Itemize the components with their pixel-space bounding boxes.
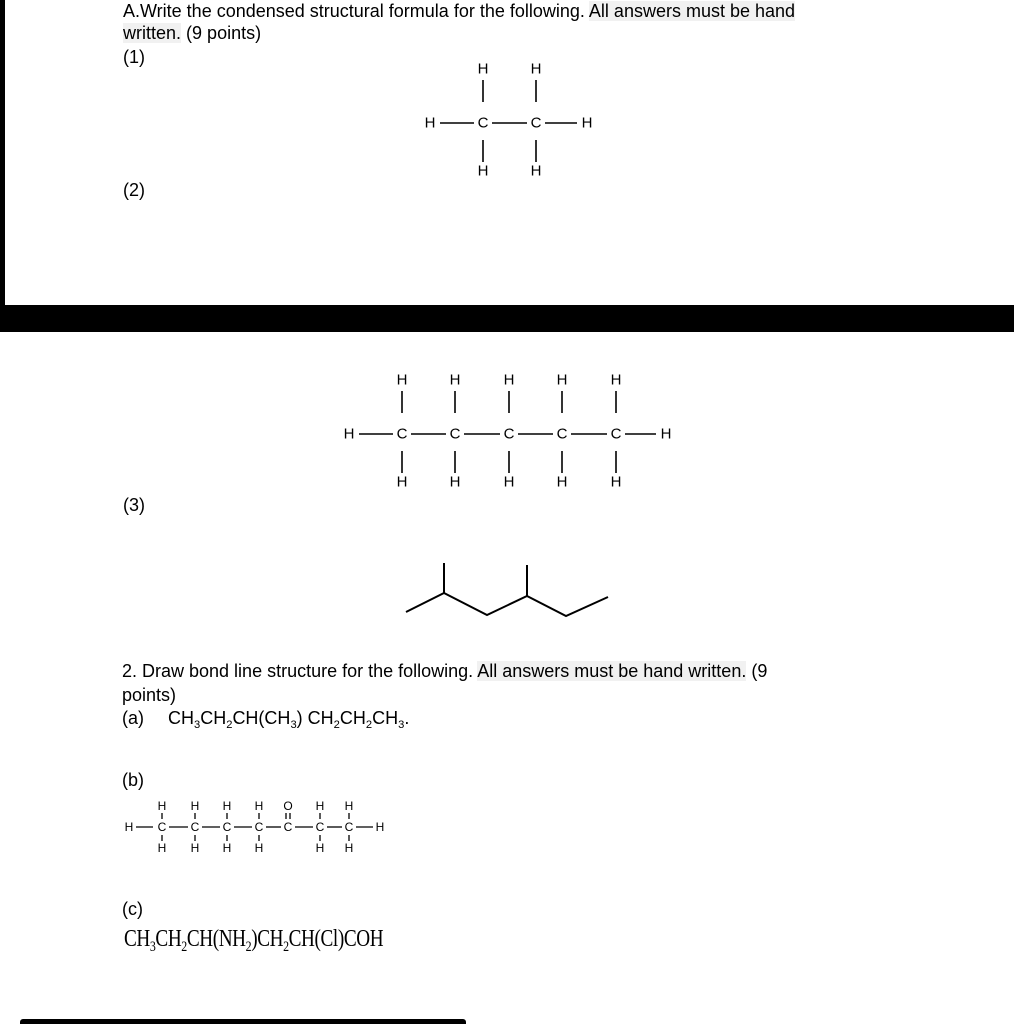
question-label-1: (1) <box>123 47 145 67</box>
b-h-left: H <box>124 820 134 834</box>
b-h-bottom-1: H <box>157 841 167 855</box>
b-oxygen: O <box>283 799 293 813</box>
b-h-top-4: H <box>254 799 264 813</box>
pentane-h-bottom-4: H <box>556 473 568 491</box>
section-2-points-start: (9 <box>751 661 768 681</box>
pentane-h-top-5: H <box>610 371 622 389</box>
pentane-h-left: H <box>343 425 355 443</box>
structure-b <box>125 799 385 855</box>
b-h-right: H <box>375 820 385 834</box>
pentane-carbon-5: C <box>610 425 622 443</box>
section-a-title-highlight-cont: written. <box>123 23 182 43</box>
formula-a-text: $CH_3CH_2CH(CH_3)$ $CH_2CH_2CH_3$. <box>168 708 410 731</box>
ethane-carbon-1: C <box>477 114 489 132</box>
ethane-structure <box>425 61 593 180</box>
b-carbon-3: C <box>222 820 232 834</box>
b-carbon-6: C <box>315 820 325 834</box>
section-2-title-plain: 2. Draw bond line structure for the following. <box>122 661 474 681</box>
b-h-bottom-2: H <box>190 841 200 855</box>
pentane-h-top-1: H <box>396 371 408 389</box>
pentane-h-right: H <box>660 425 672 443</box>
ethane-carbon-2: C <box>530 114 542 132</box>
skeletal-structure-3 <box>406 593 608 616</box>
ethane-h-bottom-1: H <box>477 162 489 180</box>
ethane-h-bottom-2: H <box>530 162 542 180</box>
b-carbon-2: C <box>190 820 200 834</box>
section-2-title-line2: points) <box>122 685 177 705</box>
pentane-h-bottom-2: H <box>449 473 461 491</box>
ethane-h-top-2: H <box>530 60 542 78</box>
pentane-structure <box>344 372 672 491</box>
b-h-top-2: H <box>190 799 200 813</box>
b-h-bottom-3: H <box>222 841 232 855</box>
b-h-bottom-6: H <box>315 841 325 855</box>
pentane-carbon-3: C <box>503 425 515 443</box>
pentane-carbon-2: C <box>449 425 461 443</box>
b-h-top-3: H <box>222 799 232 813</box>
ethane-h-right: H <box>581 114 593 132</box>
pentane-h-top-2: H <box>449 371 461 389</box>
question-label-a: (a) <box>122 708 144 728</box>
pentane-carbon-4: C <box>556 425 568 443</box>
question-label-3: (3) <box>123 495 145 515</box>
b-h-top-7: H <box>344 799 354 813</box>
pentane-carbon-1: C <box>396 425 408 443</box>
b-carbon-4: C <box>254 820 264 834</box>
b-h-top-6: H <box>315 799 325 813</box>
b-carbon-5: C <box>283 820 293 834</box>
ethane-h-top-1: H <box>477 60 489 78</box>
section-a-title-plain: A.Write the condensed structural formula for the following. <box>123 1 585 21</box>
pentane-h-bottom-1: H <box>396 473 408 491</box>
pentane-h-bottom-5: H <box>610 473 622 491</box>
pentane-h-top-3: H <box>503 371 515 389</box>
question-label-b: (b) <box>122 770 144 790</box>
b-carbon-1: C <box>157 820 167 834</box>
section-a-points: (9 points) <box>186 23 262 43</box>
question-label-c: (c) <box>122 899 143 919</box>
ethane-h-left: H <box>424 114 436 132</box>
section-2-title-highlight: All answers must be hand written. <box>477 661 747 681</box>
question-label-2: (2) <box>123 180 145 200</box>
pentane-h-bottom-3: H <box>503 473 515 491</box>
b-h-bottom-4: H <box>254 841 264 855</box>
b-h-top-1: H <box>157 799 167 813</box>
formula-c-text: $CH_3CH_2CH(NH_2)CH_2CH(Cl)COH$ <box>124 926 384 956</box>
section-a-title-highlight: All answers must be hand <box>588 1 796 21</box>
pentane-h-top-4: H <box>556 371 568 389</box>
b-h-bottom-7: H <box>344 841 354 855</box>
b-carbon-7: C <box>344 820 354 834</box>
